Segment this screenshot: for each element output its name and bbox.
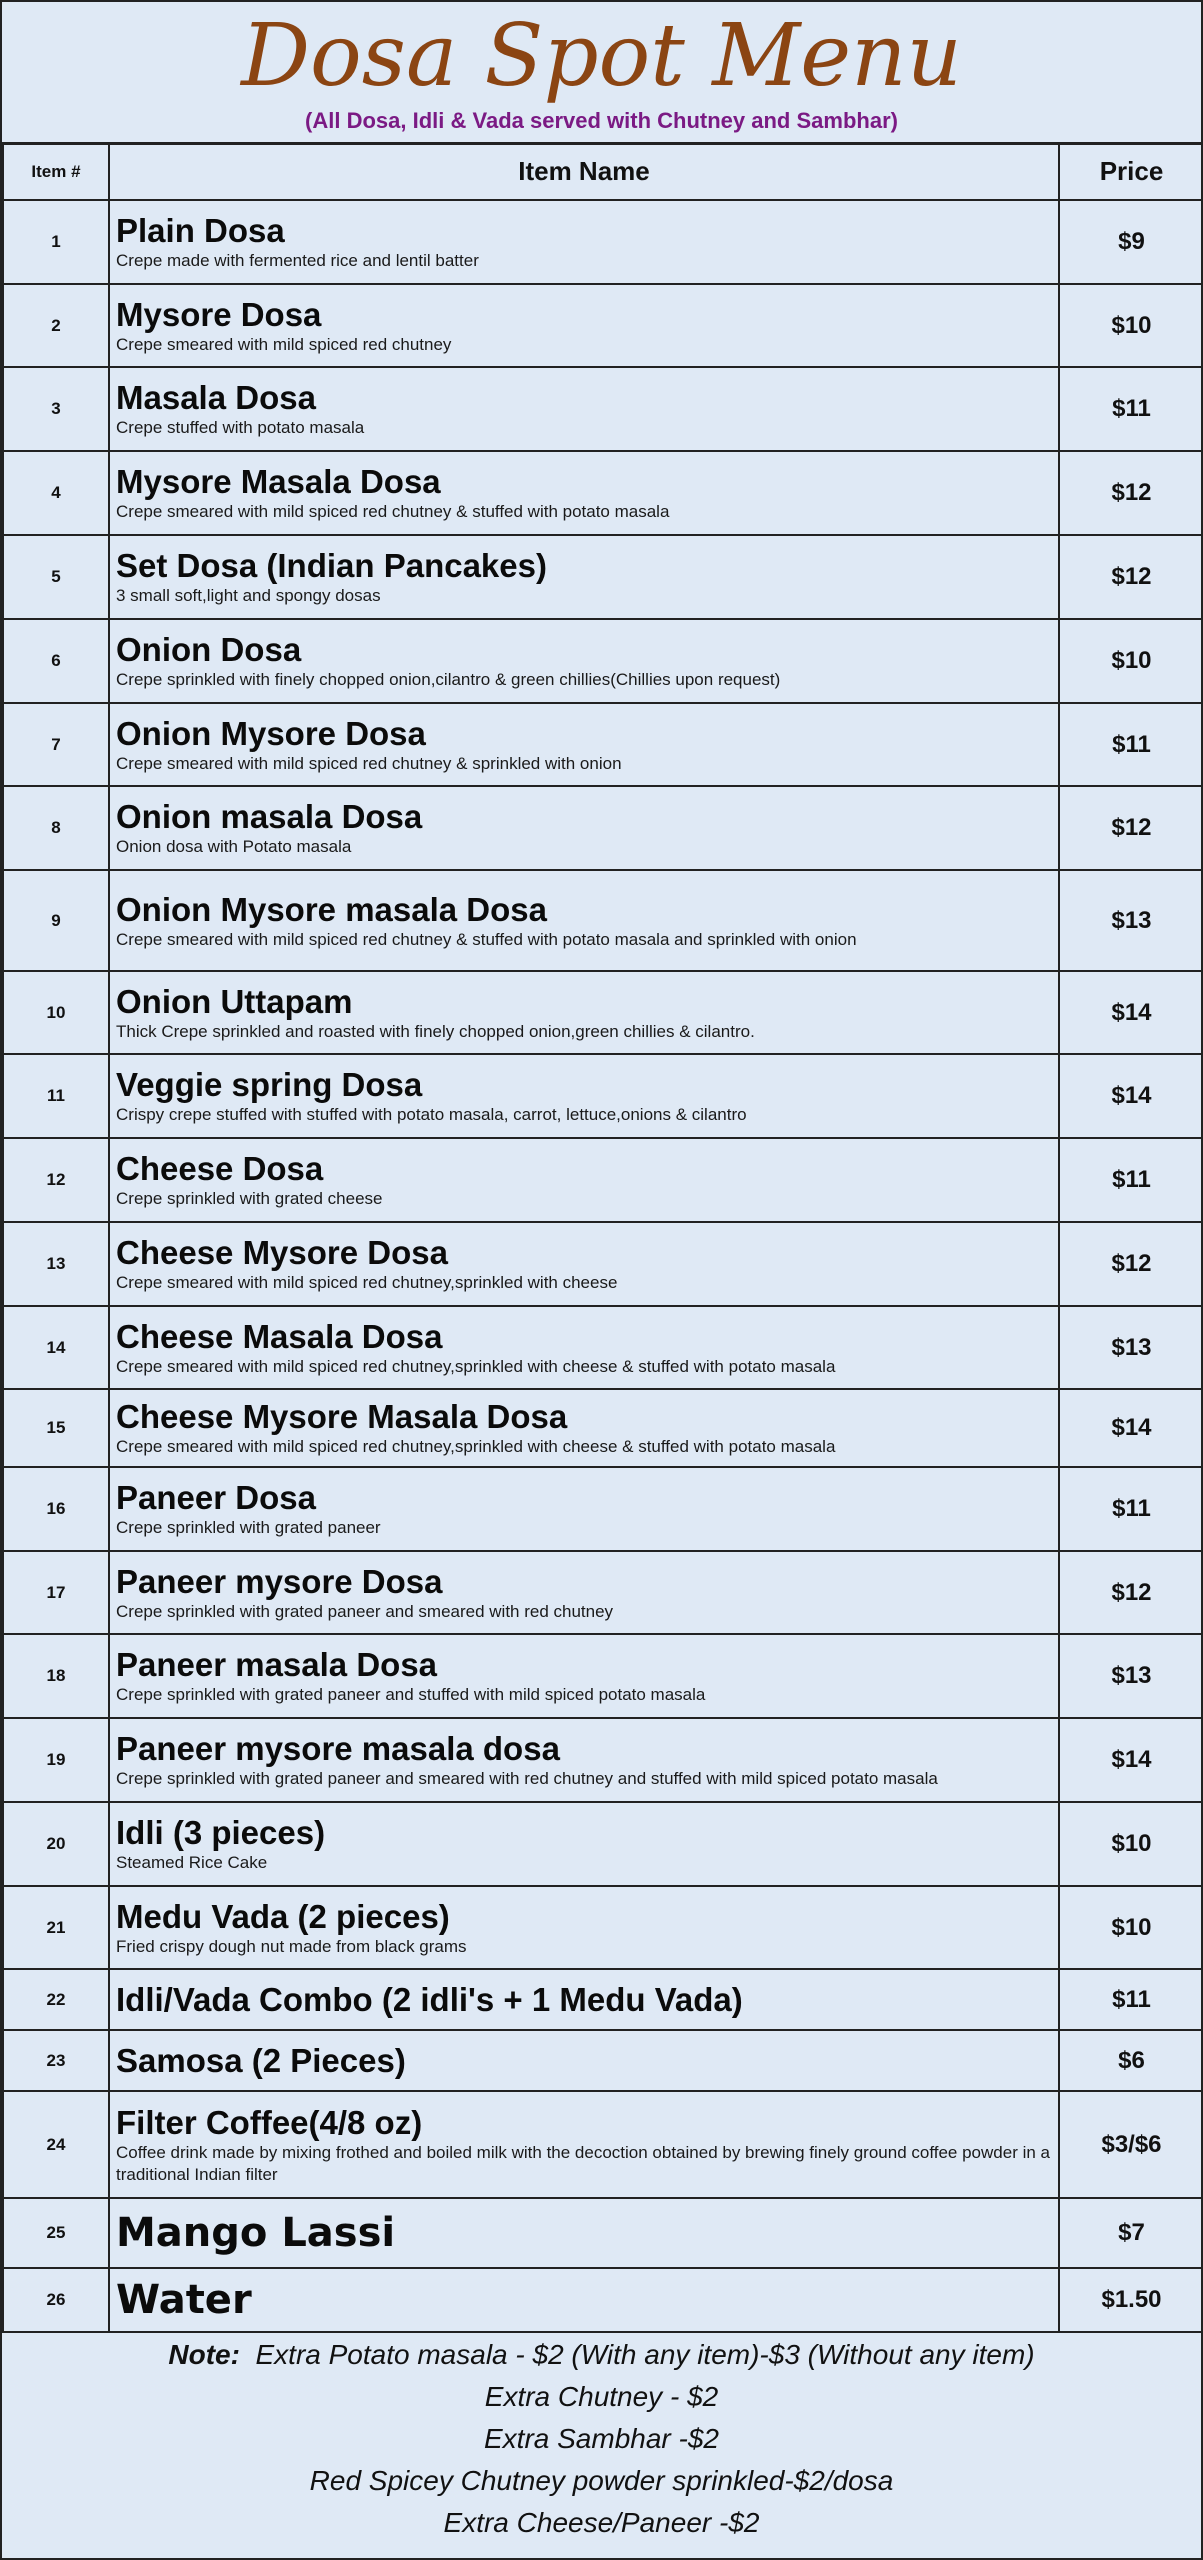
item-name: Plain Dosa: [116, 212, 285, 249]
item-description: Crepe smeared with mild spiced red chutney,sprinkled with cheese & stuffed with potato masala: [116, 1356, 836, 1376]
item-price: $13: [1059, 1306, 1203, 1389]
note-line-3: Extra Sambhar -$2: [484, 2423, 719, 2454]
item-cell: [109, 1222, 1059, 1306]
table-row: [3, 535, 1203, 619]
item-description: Crepe smeared with mild spiced red chutney & stuffed with potato masala and sprinkled with onion: [116, 929, 857, 949]
item-description: Fried crispy dough nut made from black grams: [116, 1936, 467, 1956]
item-number: 3: [3, 367, 109, 451]
column-header-item-name: Item Name: [109, 143, 1059, 200]
item-description: Crepe smeared with mild spiced red chutney & sprinkled with onion: [116, 753, 622, 773]
table-row: [3, 451, 1203, 535]
item-cell: [109, 1718, 1059, 1802]
item-description: Crepe smeared with mild spiced red chutney,sprinkled with cheese & stuffed with potato masala: [116, 1437, 836, 1456]
table-row: [3, 284, 1203, 367]
item-price: $13: [1059, 1634, 1203, 1718]
item-description: 3 small soft,light and spongy dosas: [116, 586, 381, 605]
item-name: Cheese Dosa: [116, 1150, 324, 1187]
item-name: Mysore Dosa: [116, 295, 322, 333]
item-description: Coffee drink made by mixing frothed and boiled milk with the decoction obtained by brewing finely ground coffee powder in a traditional Indian filter: [116, 2142, 1050, 2184]
item-cell: [109, 2268, 1059, 2332]
item-price: $11: [1059, 1467, 1203, 1551]
item-number: 21: [3, 1886, 109, 1969]
item-price: $12: [1059, 786, 1203, 870]
table-row: [3, 786, 1203, 870]
item-cell: [109, 2091, 1059, 2198]
item-description: Crepe smeared with mild spiced red chutney,sprinkled with cheese: [116, 1273, 618, 1292]
item-description: Crepe sprinkled with grated cheese: [116, 1189, 383, 1208]
item-cell: [109, 619, 1059, 703]
table-row: [3, 971, 1203, 1054]
item-description: Crepe sprinkled with grated paneer: [116, 1518, 381, 1537]
item-description: Crepe sprinkled with grated paneer and smeared with red chutney and stuffed with mild spiced potato masala: [116, 1769, 938, 1788]
table-row: [3, 1886, 1203, 1969]
item-description: Steamed Rice Cake: [116, 1853, 268, 1872]
item-description: Crepe sprinkled with grated paneer and stuffed with mild spiced potato masala: [116, 1685, 706, 1704]
item-cell: [109, 367, 1059, 451]
item-cell: [109, 703, 1059, 786]
item-cell: [109, 451, 1059, 535]
table-row: [3, 367, 1203, 451]
item-name: Set Dosa (Indian Pancakes): [116, 547, 547, 584]
item-price: $11: [1059, 367, 1203, 451]
item-price: $1.50: [1059, 2268, 1203, 2332]
note-label: Note:: [168, 2339, 240, 2370]
item-price: $14: [1059, 1389, 1203, 1467]
item-number: 20: [3, 1802, 109, 1886]
item-price: $10: [1059, 1886, 1203, 1969]
item-number: 2: [3, 284, 109, 367]
item-cell: [109, 1551, 1059, 1634]
item-cell: [109, 1634, 1059, 1718]
item-description: Crepe made with fermented rice and lentil batter: [116, 251, 479, 270]
item-number: 24: [3, 2091, 109, 2198]
item-name: Paneer mysore Dosa: [116, 1562, 443, 1600]
table-row: [3, 619, 1203, 703]
item-cell: [109, 786, 1059, 870]
item-number: 14: [3, 1306, 109, 1389]
item-number: 4: [3, 451, 109, 535]
item-name: Cheese Mysore Masala Dosa: [116, 1398, 568, 1435]
item-number: 16: [3, 1467, 109, 1551]
item-number: 8: [3, 786, 109, 870]
table-row: [3, 1634, 1203, 1718]
item-price: $11: [1059, 703, 1203, 786]
column-header-price: Price: [1059, 143, 1203, 200]
item-name: Filter Coffee(4/8 oz): [116, 2103, 423, 2141]
item-name: Cheese Mysore Dosa: [116, 1234, 448, 1271]
item-description: Crepe stuffed with potato masala: [116, 418, 365, 437]
item-cell: [109, 1467, 1059, 1551]
item-name: Mysore Masala Dosa: [116, 463, 441, 500]
table-row: [3, 703, 1203, 786]
table-row: [3, 2268, 1203, 2332]
item-number: 25: [3, 2198, 109, 2268]
item-cell: [109, 1886, 1059, 1969]
extras-note: [2, 2330, 1201, 2558]
item-cell: [109, 1138, 1059, 1222]
item-price: $3/$6: [1059, 2091, 1203, 2198]
item-name: Paneer masala Dosa: [116, 1646, 438, 1683]
table-row: [3, 870, 1203, 971]
note-line-1: Extra Potato masala - $2 (With any item)-$3 (Without any item): [255, 2339, 1035, 2370]
item-price: $12: [1059, 1551, 1203, 1634]
item-price: $6: [1059, 2030, 1203, 2091]
item-number: 19: [3, 1718, 109, 1802]
item-cell: [109, 2198, 1059, 2268]
item-name: Onion masala Dosa: [116, 798, 423, 835]
item-name: Onion Uttapam: [116, 982, 353, 1020]
item-number: 17: [3, 1551, 109, 1634]
item-number: 10: [3, 971, 109, 1054]
item-cell: [109, 971, 1059, 1054]
item-price: $11: [1059, 1138, 1203, 1222]
item-number: 26: [3, 2268, 109, 2332]
item-name: Masala Dosa: [116, 379, 316, 416]
item-number: 12: [3, 1138, 109, 1222]
item-number: 13: [3, 1222, 109, 1306]
item-cell: [109, 1389, 1059, 1467]
item-price: $14: [1059, 1054, 1203, 1138]
item-price: $10: [1059, 284, 1203, 367]
table-row: [3, 1138, 1203, 1222]
table-row: [3, 2198, 1203, 2268]
item-price: $10: [1059, 619, 1203, 703]
table-row: [3, 1222, 1203, 1306]
item-name: Idli (3 pieces): [116, 1814, 326, 1851]
item-cell: [109, 284, 1059, 367]
note-line-2: Extra Chutney - $2: [484, 2381, 719, 2412]
item-price: $9: [1059, 200, 1203, 284]
item-name: Onion Mysore Dosa: [116, 714, 426, 752]
item-cell: [109, 200, 1059, 284]
item-price: $12: [1059, 1222, 1203, 1306]
item-name: Paneer mysore masala dosa: [116, 1730, 560, 1767]
item-name: Paneer Dosa: [116, 1479, 316, 1516]
item-name: Mango Lassi: [116, 2210, 396, 2256]
item-cell: [109, 535, 1059, 619]
item-description: Crepe smeared with mild spiced red chutney: [116, 334, 452, 354]
item-number: 9: [3, 870, 109, 971]
table-header-row: [3, 143, 1203, 200]
table-row: [3, 1306, 1203, 1389]
item-number: 1: [3, 200, 109, 284]
item-name: Onion Mysore masala Dosa: [116, 890, 547, 928]
table-row: [3, 2030, 1203, 2091]
column-header-item-number: Item #: [3, 143, 109, 200]
item-price: $10: [1059, 1802, 1203, 1886]
item-description: Crispy crepe stuffed with stuffed with potato masala, carrot, lettuce,onions & cilantro: [116, 1105, 747, 1124]
item-cell: [109, 2030, 1059, 2091]
item-price: $14: [1059, 1718, 1203, 1802]
item-description: Thick Crepe sprinkled and roasted with finely chopped onion,green chillies & cilantro.: [116, 1021, 755, 1041]
item-name: Medu Vada (2 pieces): [116, 1897, 450, 1935]
item-description: Crepe smeared with mild spiced red chutney & stuffed with potato masala: [116, 502, 670, 521]
item-cell: [109, 1306, 1059, 1389]
item-number: 18: [3, 1634, 109, 1718]
item-name: Water: [116, 2277, 252, 2323]
item-name: Samosa (2 Pieces): [116, 2041, 406, 2079]
table-row: [3, 2091, 1203, 2198]
item-price: $12: [1059, 535, 1203, 619]
item-cell: [109, 1969, 1059, 2030]
item-price: $11: [1059, 1969, 1203, 2030]
item-number: 5: [3, 535, 109, 619]
item-name: Onion Dosa: [116, 631, 302, 668]
item-cell: [109, 870, 1059, 971]
table-row: [3, 200, 1203, 284]
note-line-5: Extra Cheese/Paneer -$2: [443, 2507, 760, 2538]
table-row: [3, 1389, 1203, 1467]
table-row: [3, 1054, 1203, 1138]
menu-title: Dosa Spot Menu: [241, 6, 962, 106]
menu-subtitle: (All Dosa, Idli & Vada served with Chutney and Sambhar): [305, 108, 898, 133]
item-price: $13: [1059, 870, 1203, 971]
note-line-4: Red Spicey Chutney powder sprinkled-$2/dosa: [309, 2465, 894, 2496]
menu-table: [2, 142, 1203, 2333]
item-number: 15: [3, 1389, 109, 1467]
item-name: Cheese Masala Dosa: [116, 1317, 443, 1355]
table-row: [3, 1969, 1203, 2030]
item-cell: [109, 1802, 1059, 1886]
item-number: 7: [3, 703, 109, 786]
item-cell: [109, 1054, 1059, 1138]
table-row: [3, 1551, 1203, 1634]
item-price: $12: [1059, 451, 1203, 535]
table-row: [3, 1467, 1203, 1551]
item-number: 11: [3, 1054, 109, 1138]
item-name: Idli/Vada Combo (2 idli's + 1 Medu Vada): [116, 1980, 743, 2018]
item-price: $7: [1059, 2198, 1203, 2268]
item-description: Crepe sprinkled with grated paneer and smeared with red chutney: [116, 1601, 614, 1621]
item-description: Crepe sprinkled with finely chopped onion,cilantro & green chillies(Chillies upon request): [116, 670, 781, 689]
menu-header: [2, 2, 1201, 145]
table-row: [3, 1802, 1203, 1886]
item-number: 22: [3, 1969, 109, 2030]
item-name: Veggie spring Dosa: [116, 1066, 423, 1103]
item-price: $14: [1059, 971, 1203, 1054]
item-number: 6: [3, 619, 109, 703]
table-row: [3, 1718, 1203, 1802]
item-number: 23: [3, 2030, 109, 2091]
item-description: Onion dosa with Potato masala: [116, 837, 352, 856]
